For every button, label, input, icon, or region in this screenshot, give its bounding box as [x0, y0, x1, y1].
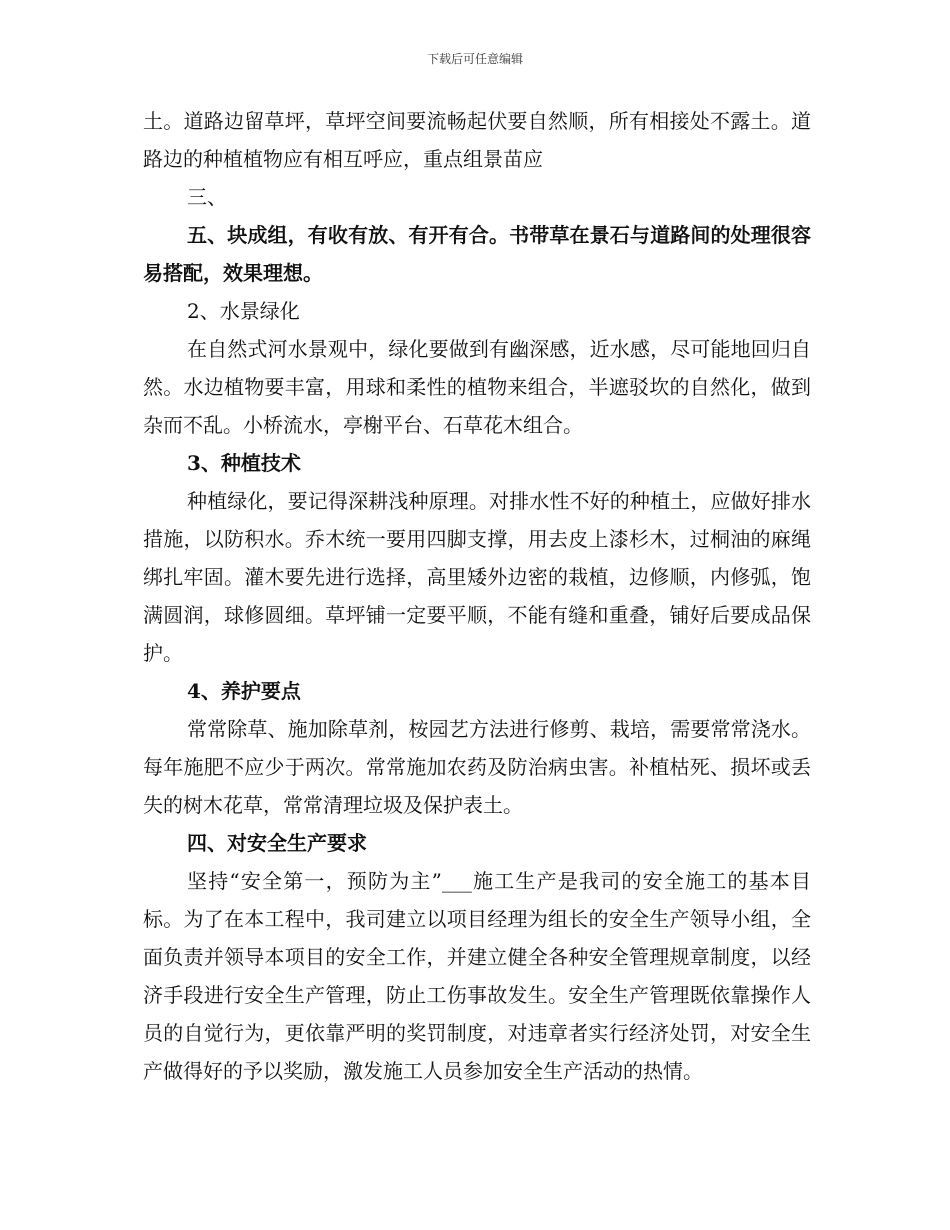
heading-planting-technique: 3、种植技术	[187, 451, 301, 475]
heading-maintenance: 4、养护要点	[187, 679, 301, 703]
paragraph-maintenance: 常常除草、施加除草剂，桉园艺方法进行修剪、栽培，需要常常浇水。每年施肥不应少于两次。常常施加农药及防治病虫害。补植枯死、损坏或丢失的树木花草，常常清理垃圾及保护表土。	[143, 717, 811, 817]
paragraph-continuation: 土。道路边留草坪，草坪空间要流畅起伏要自然顺，所有相接处不露土。道路边的种植植物应有相互呼应，重点组景苗应	[143, 109, 811, 171]
page-header: 下载后可任意编辑	[426, 52, 523, 66]
heading-safety: 四、对安全生产要求	[187, 831, 367, 855]
document-body	[143, 102, 811, 1090]
paragraph-planting-technique: 种植绿化，要记得深耕浅种原理。对排水性不好的种植土，应做好排水措施，以防积水。乔木统一要用四脚支撑，用去皮上漆杉木，过桐油的麻绳绑扎牢固。灌木要先进行选择，高里矮外边密的栽植，边修顺，内修弧，饱满圆润，球修圆细。草坪铺一定要平顺，不能有缝和重叠，铺好后要成品保护。	[143, 489, 811, 665]
bold-paragraph: 五、块成组，有收有放、有开有合。书带草在景石与道路间的处理很容易搭配，效果理想。	[143, 223, 811, 285]
heading-water-landscape: 2、水景绿化	[187, 299, 300, 323]
paragraph-water-landscape: 在自然式河水景观中，绿化要做到有幽深感，近水感，尽可能地回归自然。水边植物要丰富，用球和柔性的植物来组合，半遮驳坎的自然化，做到杂而不乱。小桥流水，亭榭平台、石草花木组合。	[143, 337, 811, 437]
section-marker: 三、	[187, 185, 227, 209]
paragraph-safety: 坚持“安全第一，预防为主”___施工生产是我司的安全施工的基本目标。为了在本工程中，我司建立以项目经理为组长的安全生产领导小组，全面负责并领导本项目的安全工作，并建立健全各种安全管理规章制度，以经济手段进行安全生产管理，防止工伤事故发生。安全生产管理既依靠操作人员的自觉行为，更依靠严明的奖罚制度，对违章者实行经济处罚，对安全生产做得好的予以奖励，激发施工人员参加安全生产活动的热情。	[143, 869, 811, 1083]
